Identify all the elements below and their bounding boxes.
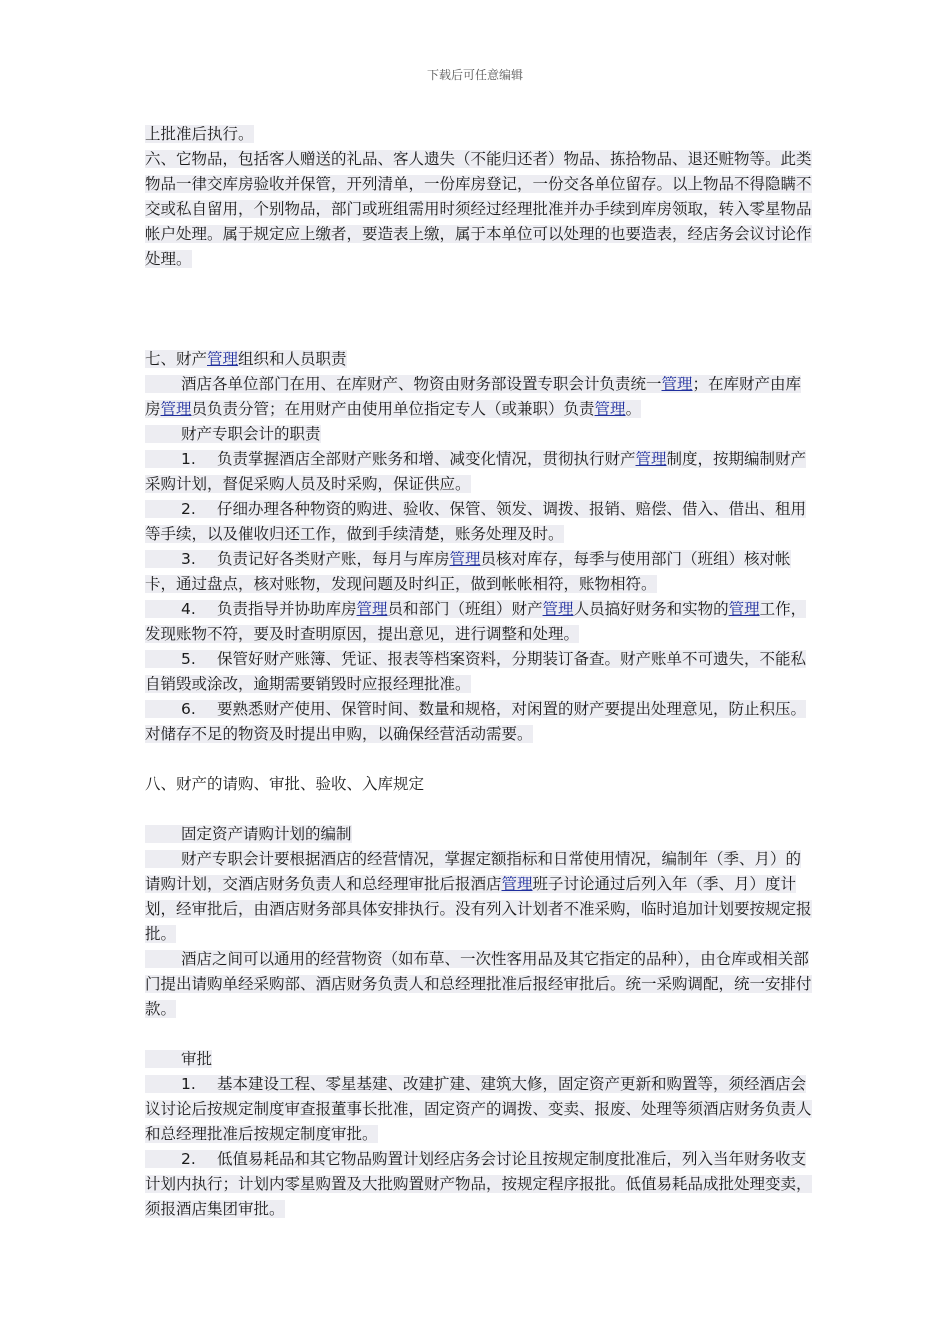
paragraph-item-6 xyxy=(145,147,813,272)
link-management[interactable]: 管理 xyxy=(594,400,626,418)
text: 财产专职会计的职责 xyxy=(181,425,321,443)
section-8-paragraph-2 xyxy=(145,947,813,1022)
text: 基本建设工程、零星基建、改建扩建、建筑大修，固定资产更新和购置等，须经酒店会议讨论后按规定制度审查报董事长批准，固定资产的调拨、变卖、报废、处理等须酒店财务负责人和总经理批准后按规定制度审批。 xyxy=(145,1075,812,1143)
approval-item-2 xyxy=(145,1147,813,1222)
text: 要熟悉财产使用、保管时间、数量和规格，对闲置的财产要提出处理意见，防止积压。对储存不足的物资及时提出申购，以确保经营活动需要。 xyxy=(145,700,807,743)
list-item-3 xyxy=(145,547,813,597)
list-number: 4. xyxy=(181,600,196,618)
approval-item-1 xyxy=(145,1072,813,1147)
text: 酒店之间可以通用的经营物资（如布草、一次性客用品及其它指定的品种），由仓库或相关部门提出请购单经采购部、酒店财务负责人和总经理批准后报经审批后。统一采购调配，统一安排付款。 xyxy=(145,950,812,1018)
link-management[interactable]: 管理 xyxy=(661,375,693,393)
link-management[interactable]: 管理 xyxy=(449,550,481,568)
text: 上批准后执行。 xyxy=(145,125,254,143)
list-number: 6. xyxy=(181,700,196,718)
link-management[interactable]: 管理 xyxy=(160,400,192,418)
subsection-title xyxy=(145,822,813,847)
list-number: 1. xyxy=(181,1075,196,1093)
link-management[interactable]: 管理 xyxy=(635,450,667,468)
subsection-title xyxy=(145,1047,813,1072)
link-management[interactable]: 管理 xyxy=(501,875,533,893)
list-number: 1. xyxy=(181,450,196,468)
text: 保管好财产账簿、凭证、报表等档案资料，分期装订备查。财产账单不可遗失，不能私自销毁或涂改，逾期需要销毁时应报经理批准。 xyxy=(145,650,807,693)
link-management[interactable]: 管理 xyxy=(728,600,760,618)
text: 低值易耗品和其它物品购置计划经店务会讨论且按规定制度批准后，列入当年财务收支计划内执行；计划内零星购置及大批购置财产物品，按规定程序报批。低值易耗品成批处理变卖，须报酒店集团审批。 xyxy=(145,1150,812,1218)
text: 员和部门（班组）财产 xyxy=(387,600,543,618)
list-item-2 xyxy=(145,497,813,547)
text: 组织和人员职责 xyxy=(238,350,347,368)
text: 七、财产 xyxy=(145,350,208,368)
text: ；在库财产由库房 xyxy=(145,375,802,418)
text: 负责记好各类财产账，每月与库房 xyxy=(217,550,450,568)
text: 审批 xyxy=(181,1050,213,1068)
list-item-4 xyxy=(145,597,813,647)
link-management[interactable]: 管理 xyxy=(356,600,388,618)
list-item-5 xyxy=(145,647,813,697)
list-number: 2. xyxy=(181,500,196,518)
text: 负责指导并协助库房 xyxy=(217,600,357,618)
link-management[interactable]: 管理 xyxy=(207,350,239,368)
list-number: 3. xyxy=(181,550,196,568)
section-7-title xyxy=(145,347,813,372)
page-header: 下载后可任意编辑 xyxy=(426,68,523,82)
text: 班子讨论通过后列入年（季、月）度计划，经审批后，由酒店财务部具体安排执行。没有列入计划者不准采购，临时追加计划要按规定报批。 xyxy=(145,875,812,943)
text: 财产专职会计要根据酒店的经营情况，掌握定额指标和日常使用情况，编制年（季、月）的请购计划，交酒店财务负责人和总经理审批后报酒店 xyxy=(145,850,802,893)
text: 负责掌握酒店全部财产账务和增、减变化情况，贯彻执行财产 xyxy=(217,450,636,468)
text: 酒店各单位部门在用、在库财产、物资由财务部设置专职会计负责统一 xyxy=(181,375,662,393)
list-item-1 xyxy=(145,447,813,497)
text: 仔细办理各种物资的购进、验收、保管、领发、调拨、报销、赔偿、借入、借出、租用等手续，以及催收归还工作，做到手续清楚，账务处理及时。 xyxy=(145,500,807,543)
section-7-paragraph xyxy=(145,372,813,422)
text: 工作，发现账物不符，要及时查明原因，提出意见，进行调整和处理。 xyxy=(145,600,807,643)
text: 固定资产请购计划的编制 xyxy=(181,825,352,843)
text: 员负责分管；在用财产由使用单位指定专人（或兼职）负责 xyxy=(191,400,595,418)
text: 。 xyxy=(625,400,642,418)
text: 六、它物品，包括客人赠送的礼品、客人遗失（不能归还者）物品、拣拾物品、退还赃物等。此类物品一律交库房验收并保管，开列清单，一份库房登记，一份交各单位留存。以上物品不得隐瞒不交或私自留用，个别物品，部门或班组需用时须经过经理批准并办手续到库房领取，转入零星物品帐户处理。属于规定应上缴者，要造表上缴，属于本单位可以处理的也要造表，经店务会议讨论作处理。 xyxy=(145,150,812,268)
text: 人员搞好财务和实物的 xyxy=(573,600,729,618)
list-number: 2. xyxy=(181,1150,196,1168)
text: 八、财产的请购、审批、验收、入库规定 xyxy=(145,775,425,793)
paragraph-continuation xyxy=(145,122,813,147)
list-number: 5. xyxy=(181,650,196,668)
link-management[interactable]: 管理 xyxy=(542,600,574,618)
list-item-6 xyxy=(145,697,813,747)
text: 制度，按期编制财产采购计划，督促采购人员及时采购，保证供应。 xyxy=(145,450,807,493)
text: 员核对库存，每季与使用部门（班组）核对帐卡，通过盘点，核对账物，发现问题及时纠正，做到帐帐相符，账物相符。 xyxy=(145,550,791,593)
section-8-title xyxy=(145,772,813,797)
subsection-title xyxy=(145,422,813,447)
section-8-paragraph-1 xyxy=(145,847,813,947)
document-body xyxy=(145,122,813,1222)
